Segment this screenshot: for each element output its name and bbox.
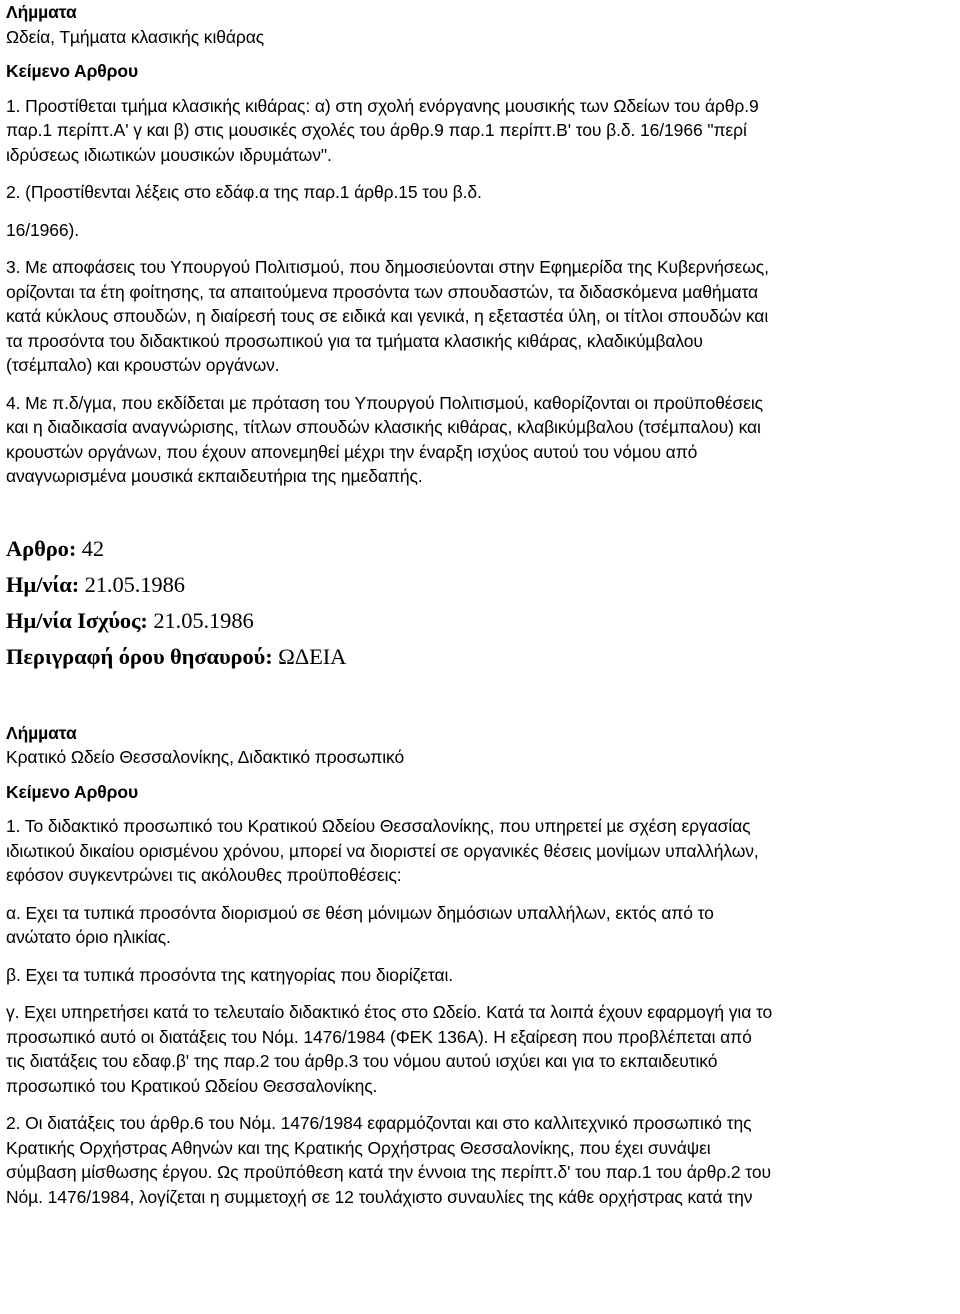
paragraph-c bbox=[6, 1000, 956, 1098]
text-line: προσωπικό του Κρατικού Ωδείου Θεσσαλονίκης. bbox=[6, 1075, 378, 1096]
paragraph-2-continued: 16/1966). bbox=[6, 219, 80, 240]
text-line: ιδρύσεως ιδιωτικών µουσικών ιδρυµάτων". bbox=[6, 144, 332, 165]
text-line: προσωπικό αυτό οι διατάξεις του Νόµ. 1476/1984 (ΦΕΚ 136Α). Η εξαίρεση που προβλέπεται από bbox=[6, 1026, 752, 1047]
paragraph-2 bbox=[6, 1111, 956, 1209]
text-line: σύµβαση µίσθωσης έργου. Ως προϋπόθεση κατά την έννοια της περίπτ.δ' του παρ.1 του άρθρ.2 του bbox=[6, 1162, 771, 1182]
text-line: ανώτατο όριο ηλικίας. bbox=[6, 927, 171, 947]
text-line: παρ.1 περίπτ.Α' γ και β) στις µουσικές σχολές του άρθρ.9 παρ.1 περίπτ.Β' του β.δ. 16/1966 "περί bbox=[6, 120, 747, 140]
article-number-value: 42 bbox=[76, 535, 105, 561]
article-metadata bbox=[6, 531, 956, 675]
thesaurus-value: ΩΔΕΙΑ bbox=[272, 643, 347, 669]
text-line: τις διατάξεις του εδαφ.β' της παρ.2 του άρθρ.3 του νόµου αυτού ισχύει και για το εκπαιδευτικό bbox=[6, 1051, 718, 1071]
paragraph-a bbox=[6, 901, 956, 950]
text-line: ιδιωτικού δικαίου ορισµένου χρόνου, µπορεί να διοριστεί σε οργανικές θέσεις µονίµων υπαλλήλων, bbox=[6, 840, 759, 861]
date-value: 21.05.1986 bbox=[79, 571, 185, 597]
article-section-2 bbox=[6, 721, 956, 1210]
date-row bbox=[6, 567, 956, 603]
lemmata-heading: Λήµµατα bbox=[6, 2, 77, 22]
text-line: 4. Με π.δ/γµα, που εκδίδεται µε πρόταση του Υπουργού Πολιτισµού, καθορίζονται οι προϋποθέσεις bbox=[6, 392, 764, 413]
paragraph-2: 2. (Προστίθενται λέξεις στο εδάφ.α της παρ.1 άρθρ.15 του β.δ. bbox=[6, 182, 482, 202]
article-number-row bbox=[6, 531, 956, 567]
text-line: (τσέµπαλο) και κρουστών οργάνων. bbox=[6, 355, 280, 375]
text-line: 1. Προστίθεται τµήµα κλασικής κιθάρας: α) στη σχολή ενόργανης µουσικής των Ωδείων του άρθρ.9 bbox=[6, 95, 759, 116]
text-line: 2. Οι διατάξεις του άρθρ.6 του Νόµ. 1476/1984 εφαρµόζονται και στο καλλιτεχνικό προσωπικό της bbox=[6, 1113, 752, 1133]
text-line: 1. Το διδακτικό προσωπικό του Κρατικού Ωδείου Θεσσαλονίκης, που υπηρετεί µε σχέση εργασίας bbox=[6, 816, 751, 836]
text-line: τα προσόντα του διδακτικού προσωπικού για τα τµήµατα κλασικής κιθάρας, κλαδικύµβαλου bbox=[6, 330, 703, 351]
text-line: γ. Εχει υπηρετήσει κατά το τελευταίο διδακτικό έτος στο Ωδείο. Κατά τα λοιπά έχουν εφαρµογή για το bbox=[6, 1002, 773, 1022]
text-line: εφόσον συγκεντρώνει τις ακόλουθες προϋποθέσεις: bbox=[6, 865, 402, 885]
article-number-label: Αρθρο: bbox=[6, 535, 77, 561]
paragraph-1 bbox=[6, 814, 956, 888]
paragraph-1 bbox=[6, 94, 956, 168]
date-label: Ηµ/νία: bbox=[6, 571, 80, 597]
paragraph-4 bbox=[6, 391, 956, 489]
effective-date-row bbox=[6, 603, 956, 639]
lemmata-value: Κρατικό Ωδείο Θεσσαλονίκης, Διδακτικό προσωπικό bbox=[6, 747, 405, 767]
lemmata-heading: Λήµµατα bbox=[6, 722, 77, 743]
text-line: Νόµ. 1476/1984, λογίζεται η συµµετοχή σε 12 τουλάχιστο συναυλίες της κάθε ορχήστρας κατά την bbox=[6, 1186, 753, 1207]
text-line: κατά κύκλους σπουδών, η διαίρεσή τους σε ειδικά και γενικά, η εξεταστέα ύλη, οι τίτλοι σπουδών και bbox=[6, 306, 769, 326]
text-line: και η διαδικασία αναγνώρισης, τίτλων σπουδών κλασικής κιθάρας, κλαβικύµβαλου (τσέµπαλου) και bbox=[6, 417, 761, 437]
lemmata-value: Ωδεία, Τµήµατα κλασικής κιθάρας bbox=[6, 26, 265, 47]
article-text-heading: Κείµενο Αρθρου bbox=[6, 61, 139, 81]
thesaurus-label: Περιγραφή όρου θησαυρού: bbox=[6, 643, 273, 669]
effective-date-label: Ηµ/νία Ισχύος: bbox=[6, 607, 148, 633]
text-line: 3. Με αποφάσεις του Υπουργού Πολιτισµού, που δηµοσιεύονται στην Εφηµερίδα της Κυβερνήσεως, bbox=[6, 257, 769, 277]
paragraph-3 bbox=[6, 255, 956, 378]
text-line: α. Εχει τα τυπικά προσόντα διορισµού σε θέση µόνιµων δηµόσιων υπαλλήλων, εκτός από το bbox=[6, 902, 714, 923]
text-line: ορίζονται τα έτη φοίτησης, τα απαιτούµενα προσόντα των σπουδαστών, τα διδασκόµενα µαθήµατα bbox=[6, 281, 759, 302]
article-text-heading: Κείµενο Αρθρου bbox=[6, 781, 139, 802]
text-line: Κρατικής Ορχήστρας Αθηνών και της Κρατικής Ορχήστρας Θεσσαλονίκης, που έχει συνάψει bbox=[6, 1137, 711, 1158]
text-line: κρουστών οργάνων, που έχουν απονεµηθεί µέχρι την έναρξη ισχύος αυτού του νόµου από bbox=[6, 441, 698, 462]
paragraph-b bbox=[6, 963, 956, 988]
text-line: β. Εχει τα τυπικά προσόντα της κατηγορίας που διορίζεται. bbox=[6, 964, 454, 985]
effective-date-value: 21.05.1986 bbox=[147, 607, 254, 633]
document-page bbox=[6, 0, 956, 1209]
text-line: αναγνωρισµένα µουσικά εκπαιδευτήρια της ηµεδαπής. bbox=[6, 466, 423, 486]
article-section-1 bbox=[6, 0, 956, 489]
thesaurus-row bbox=[6, 639, 956, 675]
